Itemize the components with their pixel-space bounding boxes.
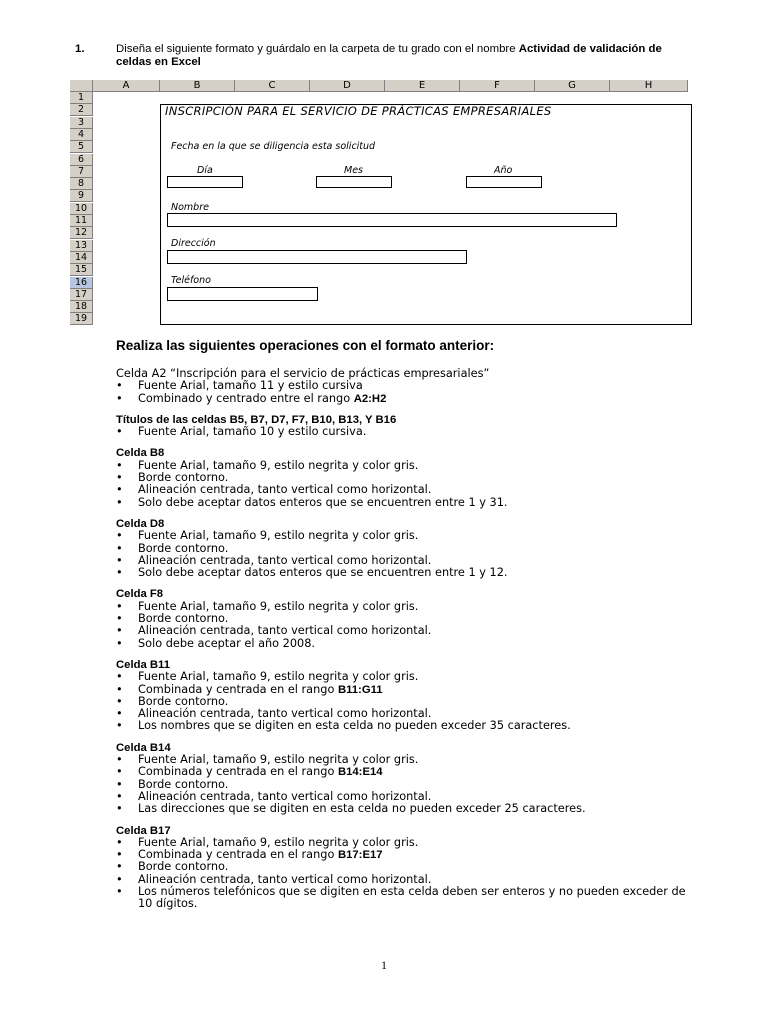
list-item-text: Borde contorno. — [138, 694, 229, 708]
list-item-text: Solo debe aceptar el año 2008. — [138, 636, 316, 650]
sheet-title: INSCRIPCIÓN PARA EL SERVICIO DE PRÁCTICAS EMPRESARIALES — [165, 104, 552, 118]
column-header-f[interactable]: F — [460, 80, 535, 92]
list-item-range: B11:G11 — [337, 683, 383, 696]
list-item-range: B14:E14 — [337, 766, 383, 779]
instruction-section — [116, 518, 696, 579]
section-title: Celda F8 — [116, 588, 164, 601]
row-header-19[interactable]: 19 — [70, 313, 93, 325]
task-text-bold: Actividad de validación de celdas en Excel — [116, 43, 662, 68]
instruction-section — [116, 588, 696, 649]
list-item-text: Combinada y centrada en el rango — [138, 682, 338, 696]
column-header-h[interactable]: H — [610, 80, 688, 92]
task-text-plain: Diseña el siguiente formato y guárdalo en la carpeta de tu grado con el nombre — [116, 43, 519, 55]
phone-label: Teléfono — [171, 275, 211, 286]
row-header-6[interactable]: 6 — [70, 154, 93, 166]
name-box — [167, 213, 617, 227]
year-label: Año — [494, 165, 513, 176]
row-header-15[interactable]: 15 — [70, 264, 93, 276]
row-header-12[interactable]: 12 — [70, 227, 93, 239]
row-header-4[interactable]: 4 — [70, 129, 93, 141]
list-item-range: B17:E17 — [337, 849, 383, 862]
row-header-5[interactable]: 5 — [70, 141, 93, 153]
list-item-text: Borde contorno. — [138, 612, 229, 626]
row-header-1[interactable]: 1 — [70, 92, 93, 104]
column-header-e[interactable]: E — [385, 80, 460, 92]
list-item-text: Las direcciones que se digiten en esta celda no pueden exceder 25 caracteres. — [138, 802, 586, 816]
row-header-16[interactable]: 16 — [70, 277, 93, 289]
sections-list — [116, 368, 696, 911]
list-item-text: Alineación centrada, tanto vertical como horizontal. — [138, 553, 432, 567]
list-item-text: Los números telefónicos que se digiten en esta celda deben ser enteros y no pueden exceder de 10 dígitos. — [138, 884, 686, 911]
list-item-text: Alineación centrada, tanto vertical como horizontal. — [138, 789, 432, 803]
list-item-range: A2:H2 — [353, 392, 387, 405]
instructions-heading: Realiza las siguientes operaciones con el formato anterior: — [116, 338, 495, 353]
bullet-list — [116, 380, 696, 405]
section-title: Celda D8 — [116, 517, 165, 530]
list-item-text: Fuente Arial, tamaño 9, estilo negrita y color gris. — [138, 458, 419, 472]
section-title: Celda A2 “Inscripción para el servicio de prácticas empresariales” — [116, 367, 490, 380]
row-header-8[interactable]: 8 — [70, 178, 93, 190]
list-item-text: Combinada y centrada en el rango — [138, 848, 338, 862]
column-header-d[interactable]: D — [310, 80, 385, 92]
bullet-list — [116, 460, 696, 509]
column-header-b[interactable]: B — [160, 80, 235, 92]
row-header-14[interactable]: 14 — [70, 252, 93, 264]
column-header-a[interactable]: A — [93, 80, 160, 92]
instruction-section — [116, 825, 696, 911]
date-label: Fecha en la que se diligencia esta solicitud — [171, 141, 376, 152]
list-item-text: Fuente Arial, tamaño 9, estilo negrita y color gris. — [138, 753, 419, 767]
list-item — [116, 638, 696, 650]
row-header-7[interactable]: 7 — [70, 166, 93, 178]
month-label: Mes — [344, 165, 363, 176]
list-item-text: Los nombres que se digiten en esta celda no pueden exceder 35 caracteres. — [138, 719, 571, 733]
address-label: Dirección — [171, 238, 216, 249]
list-item-text: Fuente Arial, tamaño 10 y estilo cursiva. — [138, 425, 367, 439]
row-header-3[interactable]: 3 — [70, 117, 93, 129]
address-box — [167, 250, 467, 264]
task-number: 1. — [75, 43, 85, 55]
bullet-list — [116, 671, 696, 732]
list-item — [116, 886, 696, 911]
list-item-text: Borde contorno. — [138, 860, 229, 874]
column-header-g[interactable]: G — [535, 80, 610, 92]
list-item-text: Alineación centrada, tanto vertical como horizontal. — [138, 707, 432, 721]
section-title: Títulos de las celdas B5, B7, D7, F7, B10, B13, Y B16 — [116, 413, 397, 426]
row-header-2[interactable]: 2 — [70, 104, 93, 116]
row-header-9[interactable]: 9 — [70, 190, 93, 202]
list-item — [116, 426, 696, 438]
list-item-text: Fuente Arial, tamaño 9, estilo negrita y color gris. — [138, 599, 419, 613]
day-box — [167, 176, 243, 188]
list-item — [116, 393, 696, 405]
list-item-text: Alineación centrada, tanto vertical como horizontal. — [138, 872, 432, 886]
bullet-list — [116, 426, 696, 438]
task-text — [116, 43, 696, 69]
column-header-c[interactable]: C — [235, 80, 310, 92]
list-item — [116, 497, 696, 509]
spreadsheet-image — [70, 80, 693, 326]
list-item-text: Solo debe aceptar datos enteros que se encuentren entre 1 y 31. — [138, 495, 508, 509]
row-header-11[interactable]: 11 — [70, 215, 93, 227]
instruction-section — [116, 447, 696, 508]
list-item-text: Fuente Arial, tamaño 11 y estilo cursiva — [138, 379, 363, 393]
list-item-text: Alineación centrada, tanto vertical como horizontal. — [138, 624, 432, 638]
bullet-list — [116, 530, 696, 579]
section-title: Celda B17 — [116, 824, 171, 837]
list-item — [116, 803, 696, 815]
row-header-10[interactable]: 10 — [70, 203, 93, 215]
year-box — [466, 176, 542, 188]
list-item-text: Borde contorno. — [138, 471, 229, 485]
list-item-text: Alineación centrada, tanto vertical como horizontal. — [138, 483, 432, 497]
row-header-18[interactable]: 18 — [70, 301, 93, 313]
row-header-13[interactable]: 13 — [70, 240, 93, 252]
list-item-text: Solo debe aceptar datos enteros que se encuentren entre 1 y 12. — [138, 566, 508, 580]
instruction-section — [116, 742, 696, 816]
list-item-text: Combinado y centrado entre el rango — [138, 391, 354, 405]
list-item-text: Combinada y centrada en el rango — [138, 765, 338, 779]
section-title: Celda B8 — [116, 447, 165, 460]
section-title: Celda B11 — [116, 658, 171, 671]
list-item-text: Fuente Arial, tamaño 9, estilo negrita y color gris. — [138, 835, 419, 849]
row-header-17[interactable]: 17 — [70, 289, 93, 301]
name-label: Nombre — [171, 202, 209, 213]
instructions — [116, 338, 696, 920]
day-label: Día — [197, 165, 213, 176]
month-box — [316, 176, 392, 188]
bullet-list — [116, 837, 696, 911]
list-item-text: Borde contorno. — [138, 777, 229, 791]
phone-box — [167, 287, 318, 301]
list-item — [116, 720, 696, 732]
instruction-section — [116, 368, 696, 405]
list-item — [116, 567, 696, 579]
section-title: Celda B14 — [116, 741, 171, 754]
bullet-list — [116, 754, 696, 815]
list-item-text: Fuente Arial, tamaño 9, estilo negrita y color gris. — [138, 529, 419, 543]
page-number: 1 — [381, 958, 387, 972]
header-corner[interactable] — [70, 80, 93, 92]
list-item-text: Fuente Arial, tamaño 9, estilo negrita y color gris. — [138, 670, 419, 684]
bullet-list — [116, 601, 696, 650]
list-item-text: Borde contorno. — [138, 541, 229, 555]
instruction-section — [116, 414, 696, 439]
instruction-section — [116, 659, 696, 733]
